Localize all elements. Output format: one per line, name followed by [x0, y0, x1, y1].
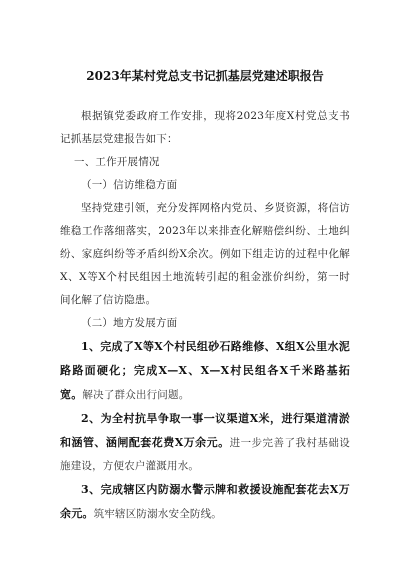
intro-paragraph: 根据镇党委政府工作安排，现将2023年度X村党总支书记抓基层党建报告如下：	[60, 110, 350, 145]
list-item-bold-text: 3、完成辖区内防溺水警示牌和救援设施配套花去X万余元。	[60, 483, 350, 520]
body-paragraph: 坚持党建引领，充分发挥网格内党员、乡贤资源，将信访维稳工作落细落实，2023年以来排查化解赔偿纠纷、土地纠纷、家庭纠纷等矛盾纠纷X余次。例如下组走访的过程中化解X、X等X个村民组因土地流转引起的租金涨价纠纷，第一时间化解了信访隐患。	[60, 202, 350, 306]
list-item-text: 解决了群众出行问题。	[82, 389, 190, 401]
list-item-bold-text: 2、为全村抗旱争取一事一议渠道X米，进行渠道清淤和涵管、涵闸配套花费X万余元。	[60, 412, 350, 449]
list-item	[60, 407, 350, 478]
list-item	[60, 335, 350, 407]
subsection-heading: （一）信访维稳方面	[81, 179, 178, 191]
subsection-heading: （二）地方发展方面	[81, 317, 178, 329]
list-item	[60, 478, 350, 526]
document-title: 2023年某村党总支书记抓基层党建述职报告	[86, 69, 324, 83]
list-item-text: 筑牢辖区防溺水安全防线。	[93, 508, 223, 520]
list-item-text: 进一步完善了我村基础设施建设，方便农户灌溉用水。	[60, 437, 350, 472]
list-item-bold-text: 1、完成了X等X个村民组砂石路维修、X组X公里水泥路路面硬化；完成X—X、X—X村民组各X千米路基拓宽。	[60, 340, 350, 401]
section-heading: 一、工作开展情况	[74, 156, 160, 168]
